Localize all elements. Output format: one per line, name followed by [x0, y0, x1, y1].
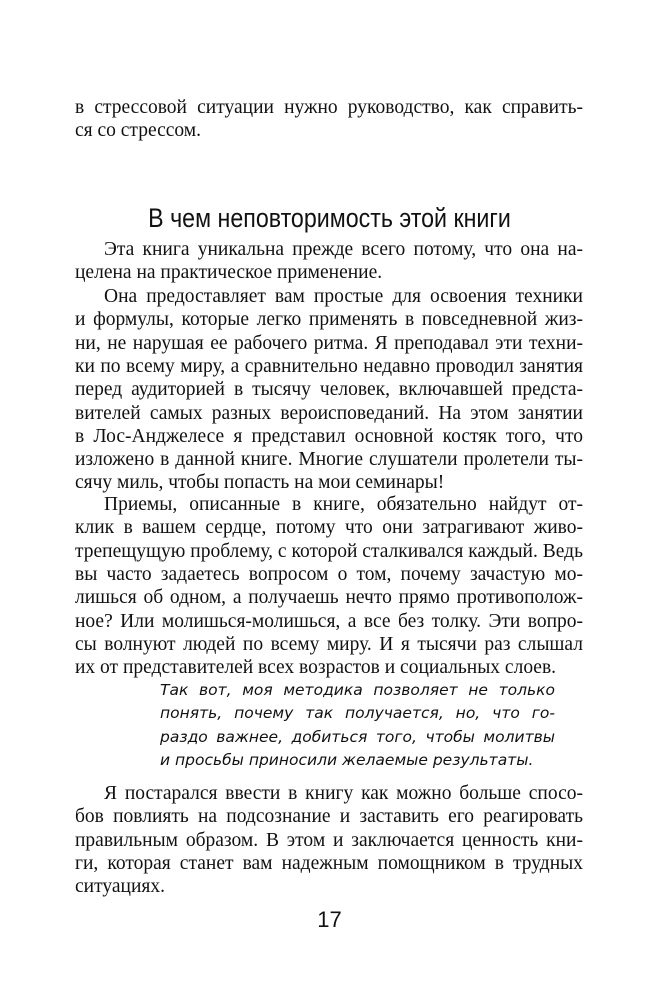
text-line: их от представителей всех возрастов и социальных слоев. — [75, 657, 557, 679]
section-heading: В чем неповторимость этой книги — [148, 203, 511, 233]
text-line: ся со стрессом. — [75, 120, 201, 142]
text-line: в Лос-Анджелесе я представил основной костяк того, что — [75, 425, 583, 447]
text-line: трепещущую проблему, с которой сталкивался каждый. Ведь — [75, 540, 583, 562]
page-number: 17 — [317, 907, 342, 932]
text-line: вы часто задаетесь вопросом о том, почему зачастую мо- — [75, 563, 583, 585]
text-line: бов повлиять на подсознание и заставить его реагировать — [75, 806, 583, 828]
text-line: Эта книга уникальна прежде всего потому, что она на- — [104, 239, 583, 260]
text-line: перед аудиторией в тысячу человек, включавшей предста- — [75, 379, 583, 401]
text-line: и формулы, которые легко применять в повседневной жиз- — [75, 309, 583, 331]
text-line: Она предоставляет вам простые для освоения техники — [104, 286, 583, 307]
text-line: ки по всему миру, а сравнительно недавно проводил занятия — [75, 355, 583, 377]
text-line: лишься об одном, а получаешь нечто прямо противополож- — [75, 587, 583, 609]
quote-line: понять, почему так получается, но, что го- — [160, 704, 555, 723]
text-line: правильным образом. В этом и заключается ценность кни- — [75, 829, 583, 851]
text-line: сы волнуют людей по всему миру. И я тысячи раз слышал — [75, 633, 583, 655]
text-line: ги, которая станет вам надежным помощником в трудных — [75, 852, 583, 874]
quote-line: раздо важнее, добиться того, чтобы молитвы — [160, 727, 555, 746]
text-line: сячу миль, чтобы попасть на мои семинары! — [75, 472, 445, 494]
text-line: Приемы, описанные в книге, обязательно найдут от- — [104, 494, 583, 515]
text-line: клик в вашем сердце, потому что они затрагивают живо- — [75, 517, 583, 539]
text-line: ное? Или молишься-молишься, а все без толку. Эти вопро- — [75, 610, 583, 632]
text-line: ни, не нарушая ее рабочего ритма. Я преподавал эти техни- — [75, 332, 583, 354]
quote-line: и просьбы приносили желаемые результаты. — [160, 750, 534, 769]
text-line: в стрессовой ситуации нужно руководство, как справить- — [75, 97, 583, 118]
text-line: целена на практическое применение. — [75, 262, 383, 284]
text-line: Я постарался ввести в книгу как можно больше спосо- — [104, 783, 583, 804]
text-line: ситуациях. — [75, 876, 165, 898]
quote-line: Так вот, моя методика позволяет не только — [160, 681, 555, 699]
text-line: вителей самых разных вероисповеданий. На этом занятии — [75, 402, 583, 424]
text-line: изложено в данной книге. Многие слушатели пролетели ты- — [75, 449, 583, 471]
